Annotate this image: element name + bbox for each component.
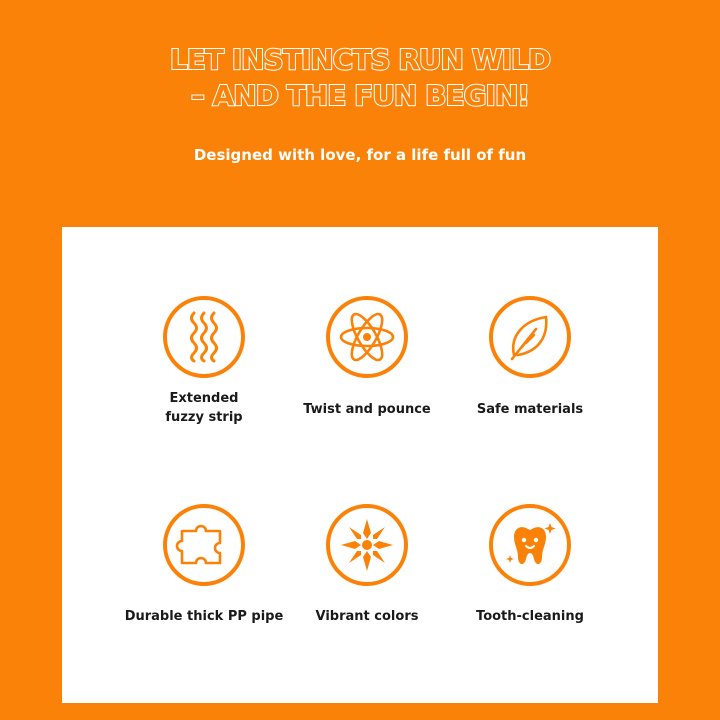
- tooth-icon: [488, 503, 572, 587]
- hero-subtitle: Designed with love, for a life full of fun: [193, 146, 527, 164]
- feature-tooth-cleaning: [440, 503, 620, 626]
- feature-durable-thick-pp-pipe: [114, 503, 294, 626]
- features-panel: [62, 227, 658, 703]
- feature-label: Safe materials: [476, 402, 584, 417]
- feature-label: Extended fuzzy strip: [165, 391, 243, 425]
- feature-label: Tooth-cleaning: [476, 609, 584, 624]
- leaf-icon: [488, 295, 572, 379]
- feature-twist-and-pounce: [277, 295, 457, 419]
- snowflake-burst-icon: [325, 503, 409, 587]
- feature-safe-materials: [440, 295, 620, 419]
- puzzle-icon: [162, 503, 246, 587]
- feature-label: Twist and pounce: [303, 402, 431, 417]
- feature-extended-fuzzy-strip: [114, 295, 294, 427]
- feature-label: Durable thick PP pipe: [124, 609, 284, 624]
- atom-icon: [325, 295, 409, 379]
- feature-vibrant-colors: [277, 503, 457, 626]
- feature-label: Vibrant colors: [315, 609, 419, 624]
- hero-title: [0, 42, 720, 114]
- hero-title-line-1: LET INSTINCTS RUN WILD: [169, 43, 551, 76]
- hero-title-line-2: – AND THE FUN BEGIN!: [190, 79, 530, 112]
- wavy-lines-icon: [162, 295, 246, 379]
